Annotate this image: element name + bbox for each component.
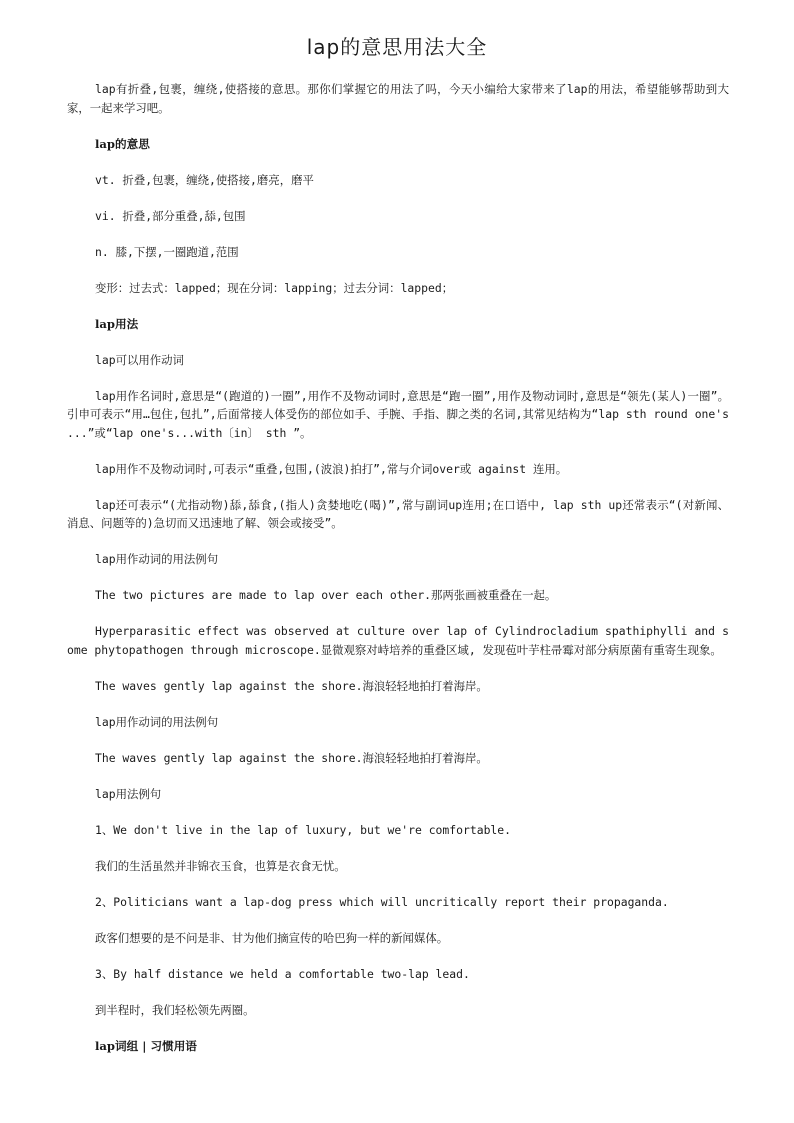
heading-meaning: lap的意思	[95, 136, 150, 151]
heading-phrases: lap词组 | 习惯用语	[95, 1038, 197, 1053]
usage-example-1-zh: 我们的生活虽然并非锦衣玉食，也算是衣食无忧。	[95, 858, 346, 873]
subheading-verb-examples-2: lap用作动词的用法例句	[95, 714, 219, 729]
example-sentence-1: The two pictures are made to lap over each other.那两张画被重叠在一起。	[95, 588, 557, 602]
paragraph-intransitive: lap用作不及物动词时,可表示“重叠,包围,(波浪)拍打”,常与介词over或 against 连用。	[95, 461, 568, 476]
paragraph-verb-use: lap可以用作动词	[95, 352, 184, 367]
heading-usage: lap用法	[95, 316, 139, 331]
subheading-verb-examples: lap用作动词的用法例句	[95, 552, 219, 566]
paragraph-intro: lap有折叠,包裹，缠绕,使搭接的意思。那你们掌握它的用法了吗，今天小编给大家带来了lap的用法，希望能够帮助到大家，一起来学习吧。	[67, 82, 729, 115]
usage-example-3-en: 3、By half distance we held a comfortable two-lap lead.	[95, 966, 470, 981]
definition-n: n. 膝,下摆,一圈跑道,范围	[95, 244, 239, 259]
subheading-usage-examples: lap用法例句	[95, 786, 162, 801]
word-forms: 变形：过去式：lapped；现在分词：lapping；过去分词：lapped；	[95, 280, 454, 295]
paragraph-noun-usage: lap用作名词时,意思是“(跑道的)一圈”,用作不及物动词时,意思是“跑一圈”,用作及物动词时,意思是“领先(某人)一圈”。引申可表示“用…包住,包扎”,后面常接人体受伤的部位如手、手腕、手指、脚之类的名词,其常见结构为“lap sth round one's ...”或“lap one's...with〔in〕 sth ”。	[67, 388, 729, 440]
paragraph-lap-up: lap还可表示“(尤指动物)舔,舔食,(指人)贪婪地吃(喝)”,常与副词up连用;在口语中, lap sth up还常表示“(对新闻、消息、问题等的)急切而又迅速地了解、领会或接受”。	[67, 497, 729, 530]
usage-example-3-zh: 到半程时，我们轻松领先两圈。	[95, 1002, 255, 1017]
document-title: lap的意思用法大全	[306, 35, 488, 59]
document-body	[67, 80, 729, 1073]
usage-example-2-zh: 政客们想要的是不问是非、甘为他们摘宣传的哈巴狗一样的新闻媒体。	[95, 930, 449, 945]
definition-vi: vi. 折叠,部分重叠,舔,包围	[95, 208, 246, 223]
definition-vt: vt. 折叠,包裹，缠绕,使搭接,磨亮，磨平	[95, 172, 314, 187]
example-sentence-4: The waves gently lap against the shore.海浪轻轻地拍打着海岸。	[95, 750, 488, 765]
example-sentence-2: Hyperparasitic effect was observed at culture over lap of Cylindrocladium spathiphylli and some phytopathogen through microscope.显微观察对峙培养的重叠区域, 发现苞叶芋柱帚霉对部分病原菌有重寄生现象。	[67, 624, 729, 657]
usage-example-1-en: 1、We don't live in the lap of luxury, but we're comfortable.	[95, 822, 511, 837]
example-sentence-3: The waves gently lap against the shore.海浪轻轻地拍打着海岸。	[95, 678, 488, 693]
usage-example-2-en: 2、Politicians want a lap-dog press which will uncritically report their propaganda.	[95, 894, 669, 909]
